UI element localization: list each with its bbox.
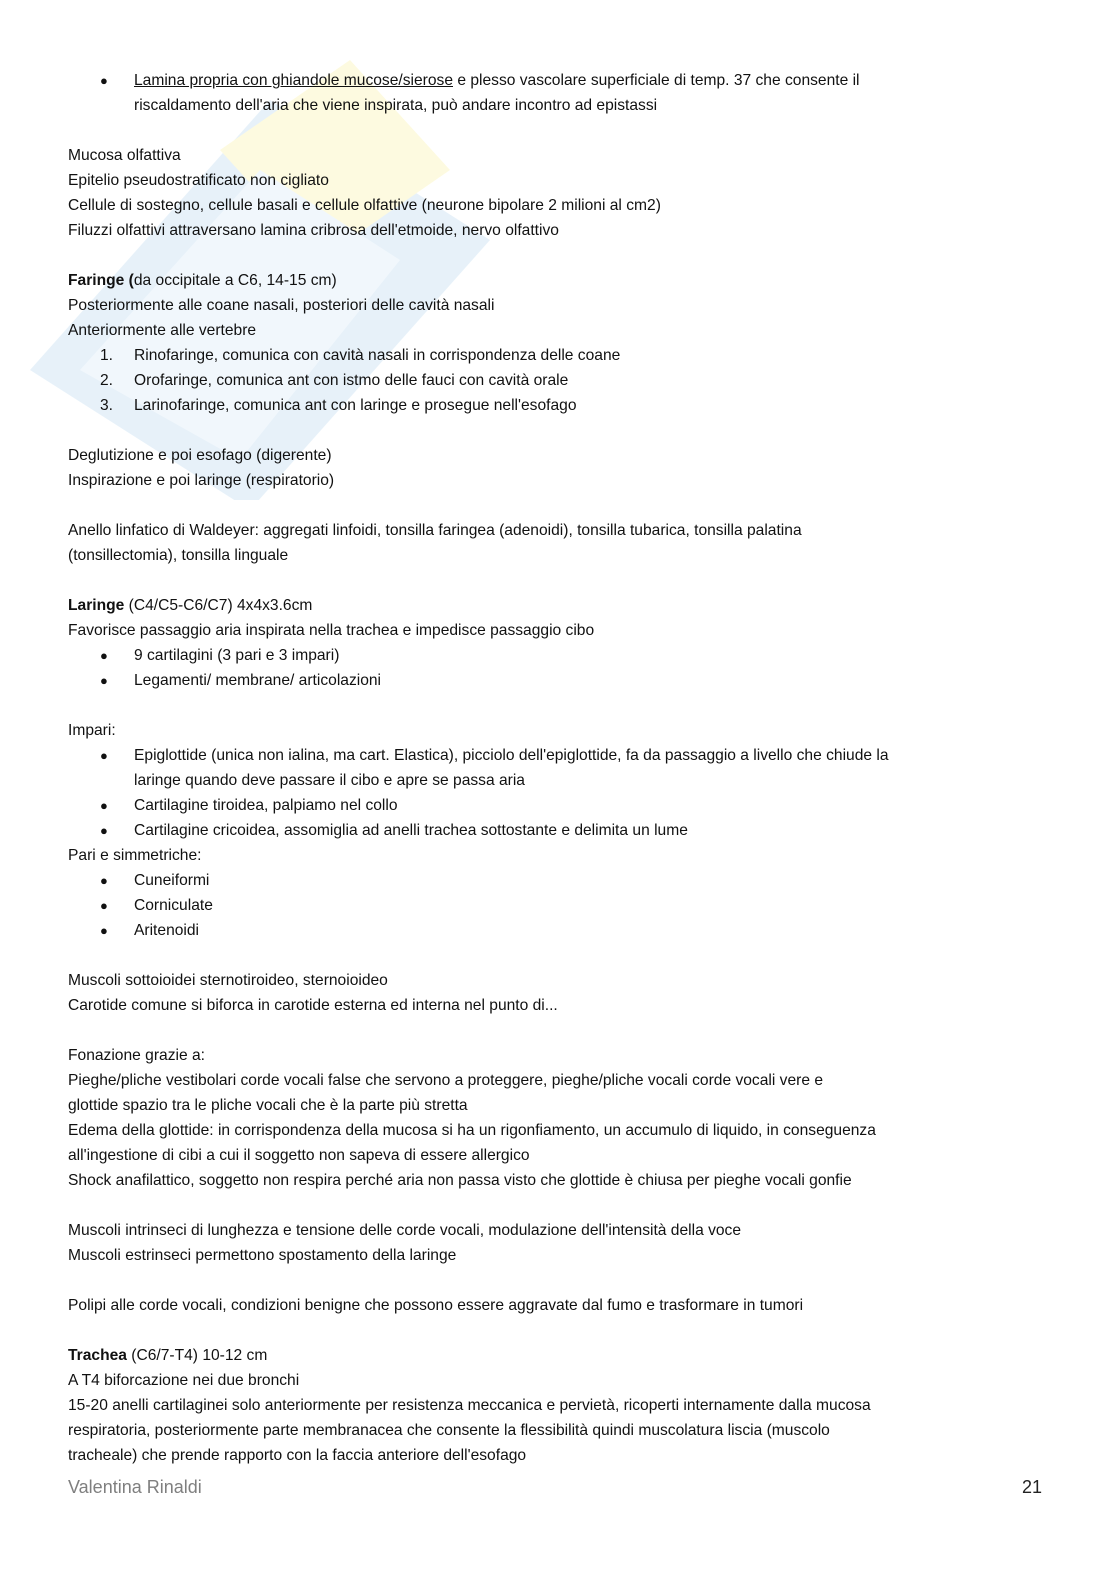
blank-line <box>68 1018 1068 1043</box>
heading-detail: da occipitale a C6, 14-15 cm) <box>133 272 337 289</box>
item-text: Cuneiformi <box>134 872 210 889</box>
item-text: Legamenti/ membrane/ articolazioni <box>134 672 382 689</box>
line-text: Posteriormente alle coane nasali, posteriori delle cavità nasali <box>68 297 495 314</box>
blank-line <box>68 243 1068 268</box>
numbered-item <box>68 368 1068 393</box>
line-text: Polipi alle corde vocali, condizioni benigne che possono essere aggravate dal fumo e trasformare in tumori <box>68 1297 804 1314</box>
bullet-icon: ● <box>100 798 108 813</box>
section-heading <box>68 1343 1068 1368</box>
paragraph-line <box>68 1168 1068 1193</box>
line-text: Muscoli estrinseci permettono spostamento della laringe <box>68 1247 457 1264</box>
line-text: Favorisce passaggio aria inspirata nella trachea e impedisce passaggio cibo <box>68 622 595 639</box>
bullet-icon: ● <box>100 823 108 838</box>
item-text: Corniculate <box>134 897 213 914</box>
underlined-text: Lamina propria con ghiandole mucose/sierose <box>134 72 453 89</box>
item-text: Larinofaringe, comunica ant con laringe e prosegue nell'esofago <box>134 397 577 414</box>
item-text: laringe quando deve passare il cibo e apre se passa aria <box>134 772 525 789</box>
paragraph-line <box>68 168 1068 193</box>
numbered-item <box>68 393 1068 418</box>
paragraph-line <box>68 1118 1068 1143</box>
paragraph-line <box>68 1243 1068 1268</box>
item-text: Aritenoidi <box>134 922 200 939</box>
bullet-icon: ● <box>100 923 108 938</box>
line-text: Cellule di sostegno, cellule basali e cellule olfattive (neurone bipolare 2 milioni al cm2) <box>68 197 661 214</box>
paragraph-line <box>68 1043 1068 1068</box>
paragraph-line <box>68 543 1068 568</box>
paragraph-line <box>68 718 1068 743</box>
line-text: (tonsillectomia), tonsilla linguale <box>68 547 289 564</box>
line-text: Pieghe/pliche vestibolari corde vocali false che servono a proteggere, pieghe/pliche vocali corde vocali vere e <box>68 1072 824 1089</box>
blank-line <box>68 693 1068 718</box>
paragraph-line <box>68 1393 1068 1418</box>
item-text: Rinofaringe, comunica con cavità nasali in corrispondenza delle coane <box>134 347 621 364</box>
line-text: Pari e simmetriche: <box>68 847 202 864</box>
blank-line <box>68 568 1068 593</box>
footer-author: Valentina Rinaldi <box>68 1477 202 1497</box>
item-text: e plesso vascolare superficiale di temp. 37 che consente il <box>453 72 860 89</box>
bullet-item <box>68 918 1068 943</box>
heading-detail: (C6/7-T4) 10-12 cm <box>126 1347 268 1364</box>
bullet-icon: ● <box>100 648 108 663</box>
blank-line <box>68 1193 1068 1218</box>
line-text: 15-20 anelli cartilaginei solo anteriormente per resistenza meccanica e pervietà, ricoperti internamente dalla mucosa <box>68 1397 871 1414</box>
item-text: 9 cartilagini (3 pari e 3 impari) <box>134 647 340 664</box>
line-text: respiratoria, posteriormente parte membranacea che consente la flessibilità quindi muscolatura liscia (muscolo <box>68 1422 830 1439</box>
heading-title: Trachea <box>68 1347 127 1364</box>
paragraph-line <box>68 1418 1068 1443</box>
section-heading <box>68 268 1068 293</box>
bullet-icon: ● <box>100 748 108 763</box>
line-text: Deglutizione e poi esofago (digerente) <box>68 447 332 464</box>
blank-line <box>68 493 1068 518</box>
paragraph-line <box>68 1068 1068 1093</box>
bullet-item <box>68 793 1068 818</box>
list-number: 3. <box>100 397 114 414</box>
paragraph-line <box>68 1093 1068 1118</box>
bullet-item <box>68 818 1068 843</box>
bullet-item <box>68 743 1068 768</box>
heading-title: Faringe ( <box>68 272 134 289</box>
bullet-icon: ● <box>100 898 108 913</box>
line-text: Mucosa olfattiva <box>68 147 181 164</box>
line-text: glottide spazio tra le pliche vocali che è la parte più stretta <box>68 1097 468 1114</box>
item-text: Cartilagine cricoidea, assomiglia ad anelli trachea sottostante e delimita un lume <box>134 822 688 839</box>
numbered-item <box>68 343 1068 368</box>
bullet-icon: ● <box>100 873 108 888</box>
line-text: Muscoli sottoioidei sternotiroideo, sternoioideo <box>68 972 388 989</box>
list-number: 1. <box>100 347 114 364</box>
line-text: tracheale) che prende rapporto con la faccia anteriore dell'esofago <box>68 1447 527 1464</box>
paragraph-line <box>68 218 1068 243</box>
paragraph-line <box>68 1443 1068 1468</box>
paragraph-line <box>68 993 1068 1018</box>
item-text: Epiglottide (unica non ialina, ma cart. Elastica), picciolo dell'epiglottide, fa da passaggio a livello che chiude la <box>134 747 889 764</box>
bullet-continuation <box>68 768 1068 793</box>
bullet-icon: ● <box>100 673 108 688</box>
item-text: riscaldamento dell'aria che viene inspirata, può andare incontro ad epistassi <box>134 97 658 114</box>
line-text: Muscoli intrinseci di lunghezza e tensione delle corde vocali, modulazione dell'intensità della voce <box>68 1222 742 1239</box>
paragraph-line <box>68 1293 1068 1318</box>
line-text: Impari: <box>68 722 116 739</box>
paragraph-line <box>68 193 1068 218</box>
line-text: A T4 biforcazione nei due bronchi <box>68 1372 300 1389</box>
paragraph-line <box>68 1218 1068 1243</box>
page-number: 21 <box>1021 1477 1042 1497</box>
paragraph-line <box>68 468 1068 493</box>
line-text: Epitelio pseudostratificato non cigliato <box>68 172 329 189</box>
bullet-icon: ● <box>100 73 108 88</box>
line-text: Fonazione grazie a: <box>68 1047 205 1064</box>
paragraph-line <box>68 843 1068 868</box>
item-text: Cartilagine tiroidea, palpiamo nel collo <box>134 797 398 814</box>
heading-detail: (C4/C5-C6/C7) 4x4x3.6cm <box>124 597 313 614</box>
document-body <box>68 68 1068 1468</box>
bullet-item <box>68 868 1068 893</box>
line-text: Shock anafilattico, soggetto non respira perché aria non passa visto che glottide è chiusa per pieghe vocali gonfie <box>68 1172 852 1189</box>
paragraph-line <box>68 1368 1068 1393</box>
line-text: Inspirazione e poi laringe (respiratorio) <box>68 472 335 489</box>
paragraph-line <box>68 318 1068 343</box>
paragraph-line <box>68 618 1068 643</box>
line-text: Anello linfatico di Waldeyer: aggregati linfoidi, tonsilla faringea (adenoidi), tonsilla tubarica, tonsilla palatina <box>68 522 802 539</box>
bullet-item <box>68 68 1068 93</box>
paragraph-line <box>68 1143 1068 1168</box>
bullet-item <box>68 643 1068 668</box>
blank-line <box>68 1268 1068 1293</box>
paragraph-line <box>68 518 1068 543</box>
paragraph-line <box>68 968 1068 993</box>
line-text: Filuzzi olfattivi attraversano lamina cribrosa dell'etmoide, nervo olfattivo <box>68 222 559 239</box>
paragraph-line <box>68 143 1068 168</box>
bullet-item <box>68 893 1068 918</box>
line-text: Edema della glottide: in corrispondenza della mucosa si ha un rigonfiamento, un accumulo di liquido, in conseguenza <box>68 1122 876 1139</box>
bullet-continuation <box>68 93 1068 118</box>
line-text: Anteriormente alle vertebre <box>68 322 257 339</box>
heading-title: Laringe <box>68 597 125 614</box>
line-text: Carotide comune si biforca in carotide esterna ed interna nel punto di... <box>68 997 558 1014</box>
paragraph-line <box>68 293 1068 318</box>
bullet-item <box>68 668 1068 693</box>
paragraph-line <box>68 443 1068 468</box>
item-text: Orofaringe, comunica ant con istmo delle fauci con cavità orale <box>134 372 569 389</box>
line-text: all'ingestione di cibi a cui il soggetto non sapeva di essere allergico <box>68 1147 530 1164</box>
blank-line <box>68 418 1068 443</box>
list-number: 2. <box>100 372 114 389</box>
blank-line <box>68 118 1068 143</box>
blank-line <box>68 943 1068 968</box>
section-heading <box>68 593 1068 618</box>
blank-line <box>68 1318 1068 1343</box>
